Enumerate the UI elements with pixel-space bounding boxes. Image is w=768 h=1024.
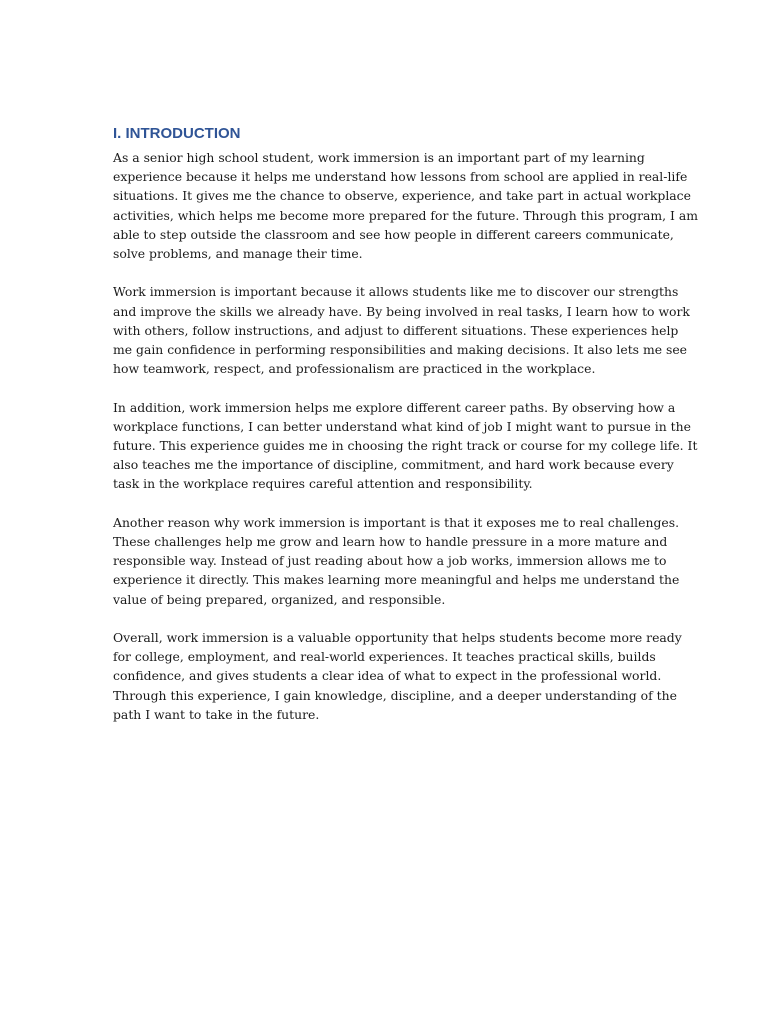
paragraph-line: solve problems, and manage their time. [113, 246, 363, 262]
paragraph-line: Work immersion is important because it allows students like me to discover our strengths [113, 284, 679, 300]
paragraph [113, 398, 698, 494]
paragraph-line: for college, employment, and real-world experiences. It teaches practical skills, builds [113, 649, 656, 665]
paragraph-line: Overall, work immersion is a valuable opportunity that helps students become more ready [113, 630, 682, 646]
paragraph-line: how teamwork, respect, and professionalism are practiced in the workplace. [113, 361, 596, 377]
document-body [113, 148, 699, 743]
section-heading: I. INTRODUCTION [113, 125, 241, 142]
paragraph-line: situations. It gives me the chance to observe, experience, and take part in actual workplace [113, 188, 691, 204]
paragraph-line: These challenges help me grow and learn how to handle pressure in a more mature and [113, 534, 668, 550]
paragraph-line: As a senior high school student, work immersion is an important part of my learning [113, 150, 645, 165]
paragraph-line: future. This experience guides me in choosing the right track or course for my college life. It [113, 438, 698, 454]
paragraph-line: Another reason why work immersion is important is that it exposes me to real challenges. [113, 514, 680, 530]
paragraph-line: confidence, and gives students a clear idea of what to expect in the professional world. [113, 668, 662, 684]
paragraph [113, 282, 690, 378]
paragraph-line: and improve the skills we already have. By being involved in real tasks, I learn how to work [113, 303, 690, 319]
paragraph-line: task in the workplace requires careful attention and responsibility. [113, 476, 533, 492]
paragraph-line: able to step outside the classroom and see how people in different careers communicate, [113, 226, 674, 242]
paragraph [113, 628, 682, 724]
paragraph-line: path I want to take in the future. [113, 706, 320, 722]
paragraph [113, 148, 699, 263]
paragraph-line: me gain confidence in performing responsibilities and making decisions. It also lets me see [113, 342, 688, 358]
paragraph-line: activities, which helps me become more prepared for the future. Through this program, I am [113, 207, 699, 223]
paragraph-line: In addition, work immersion helps me explore different career paths. By observing how a [113, 399, 676, 415]
paragraph [113, 513, 680, 609]
paragraph-line: Through this experience, I gain knowledge, discipline, and a deeper understanding of the [113, 687, 677, 703]
paragraph-line: experience it directly. This makes learning more meaningful and helps me understand the [113, 572, 680, 588]
paragraph-line: value of being prepared, organized, and responsible. [113, 591, 446, 607]
paragraph-line: with others, follow instructions, and adjust to different situations. These experiences help [113, 322, 679, 338]
paragraph-line: responsible way. Instead of just reading about how a job works, immersion allows me to [113, 553, 667, 569]
paragraph-line: workplace functions, I can better understand what kind of job I might want to pursue in the [113, 418, 691, 434]
paragraph-line: also teaches me the importance of discipline, commitment, and hard work because every [113, 457, 674, 473]
paragraph-line: experience because it helps me understand how lessons from school are applied in real-life [113, 169, 688, 185]
